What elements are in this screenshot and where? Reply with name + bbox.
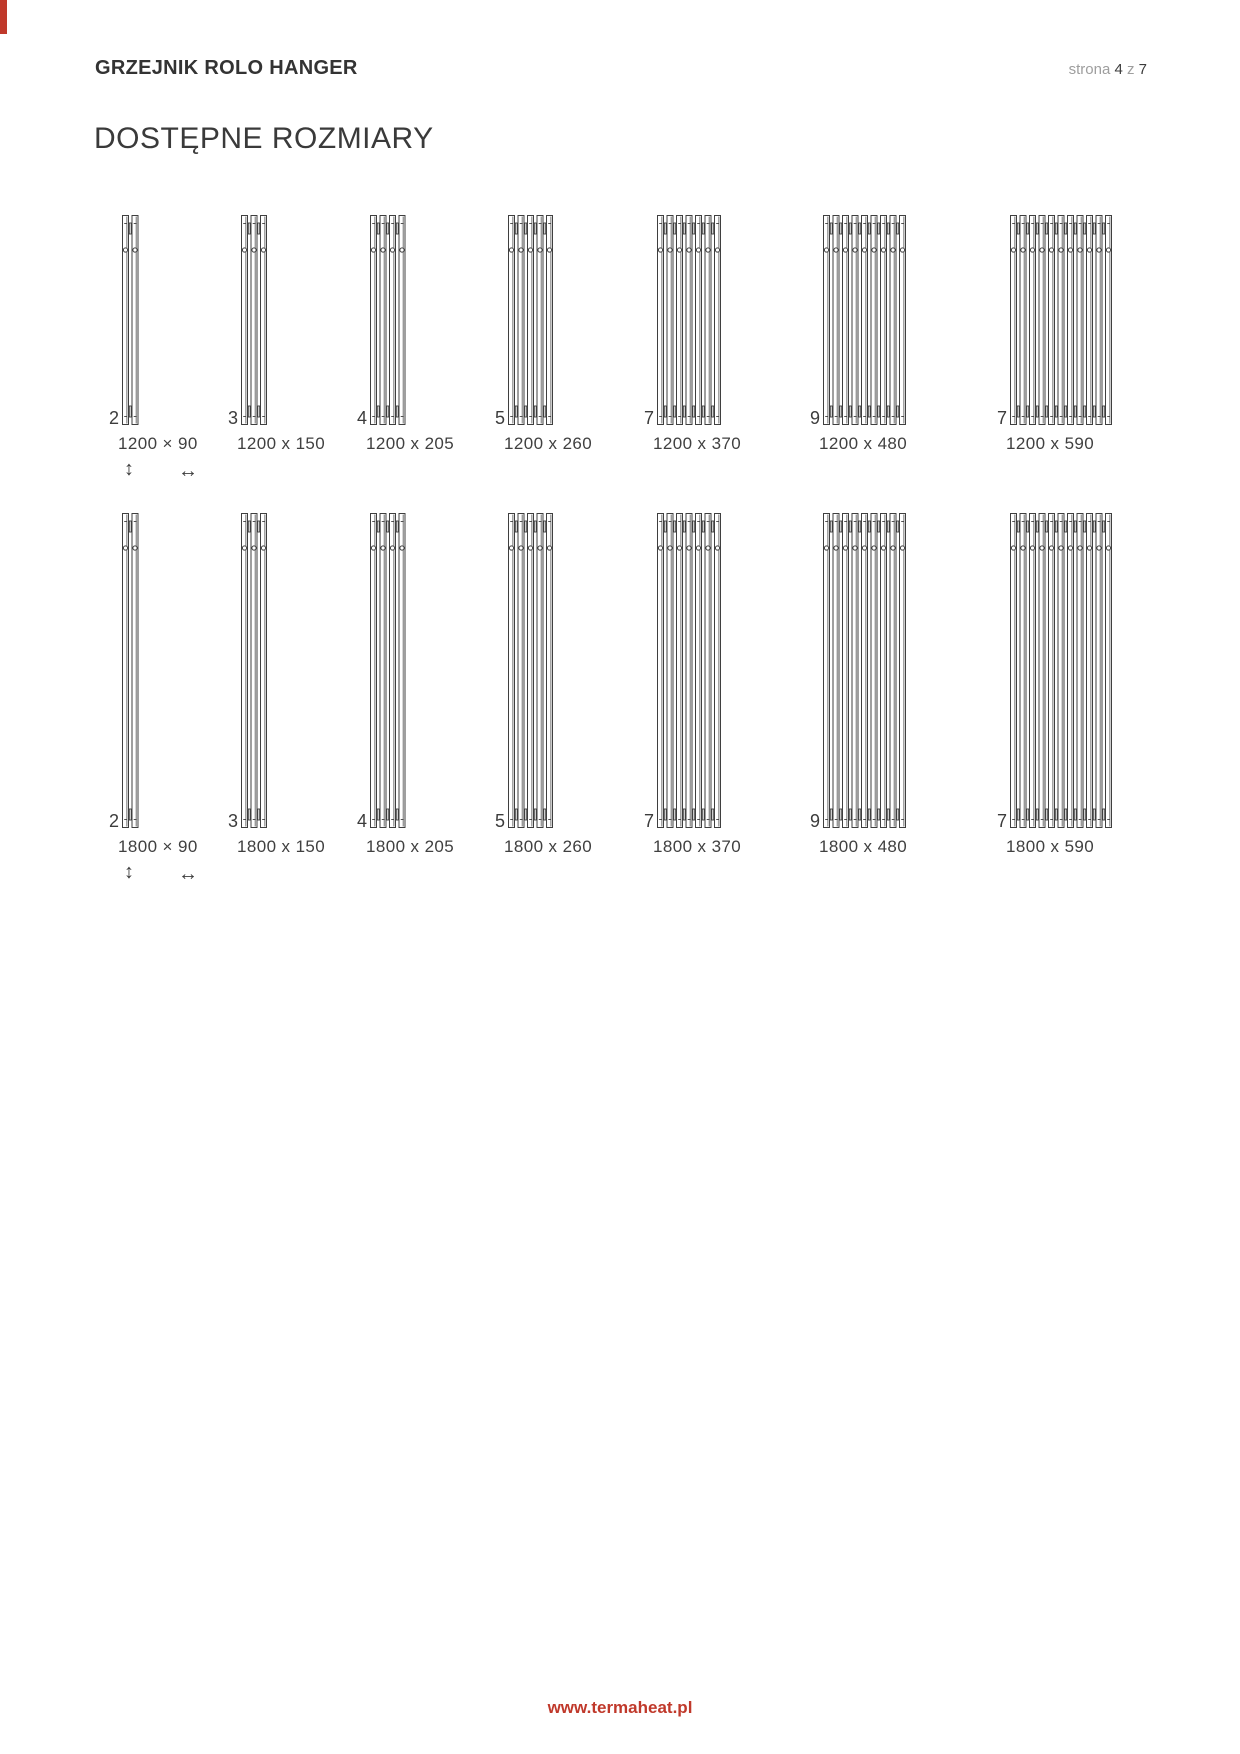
tube-count-label: 3 <box>227 408 238 428</box>
tube-count-label: 2 <box>108 811 119 831</box>
height-arrow-icon: ↕ <box>124 861 134 883</box>
radiator-column-height-1800-1800x590 <box>996 513 1112 856</box>
size-label: 1800 x 150 <box>237 837 326 856</box>
radiator-diagram <box>241 513 267 828</box>
section-title: DOSTĘPNE ROZMIARY <box>94 122 434 155</box>
tube-count-label: 5 <box>494 408 505 428</box>
width-arrow-icon: ↔ <box>178 460 198 482</box>
tube-count-label: 3 <box>227 811 238 831</box>
size-label: 1200 × 90 <box>118 434 198 453</box>
radiator-diagram <box>508 513 553 828</box>
radiator-column-height-1800-1800x260 <box>494 513 593 856</box>
page-footer <box>0 1698 1240 1718</box>
radiator-diagram <box>508 215 553 425</box>
radiator-column-height-1200-1200x150 <box>227 215 326 453</box>
size-label: 1200 x 590 <box>1006 434 1095 453</box>
height-arrow-icon: ↕ <box>124 458 134 480</box>
radiator-diagram <box>823 513 906 828</box>
radiator-diagram <box>823 215 906 425</box>
radiator-column-height-1800-1800x370 <box>643 513 742 856</box>
tube-count-label: 7 <box>643 811 654 831</box>
size-label: 1800 x 480 <box>819 837 908 856</box>
page-corner-mark <box>0 0 7 34</box>
radiator-column-height-1800-1800×90 <box>108 513 198 885</box>
size-label: 1800 x 590 <box>1006 837 1095 856</box>
page-indicator-prefix: strona <box>1068 61 1111 78</box>
size-label: 1800 x 370 <box>653 837 742 856</box>
size-label: 1200 x 370 <box>653 434 742 453</box>
radiator-column-height-1200-1200x480 <box>809 215 908 453</box>
tube-count-label: 2 <box>108 408 119 428</box>
radiator-diagram <box>370 513 406 828</box>
page-indicator-total: 7 <box>1138 61 1147 78</box>
radiator-diagram <box>122 513 139 828</box>
size-label: 1200 x 260 <box>504 434 593 453</box>
tube-count-label: 4 <box>356 408 367 428</box>
size-label: 1800 x 205 <box>366 837 455 856</box>
radiator-diagram <box>657 513 721 828</box>
width-arrow-icon: ↔ <box>178 863 198 885</box>
radiator-column-height-1200-1200x370 <box>643 215 742 453</box>
radiator-diagram <box>370 215 406 425</box>
radiator-diagram <box>657 215 721 425</box>
radiator-column-height-1200-1200x205 <box>356 215 455 453</box>
radiator-diagram <box>1010 513 1112 828</box>
page-indicator-separator: z <box>1126 61 1135 78</box>
radiator-column-height-1200-1200x260 <box>494 215 593 453</box>
size-label: 1200 x 480 <box>819 434 908 453</box>
tube-count-label: 4 <box>356 811 367 831</box>
tube-count-label: 7 <box>996 408 1007 428</box>
radiator-diagram <box>241 215 267 425</box>
radiator-column-height-1800-1800x205 <box>356 513 455 856</box>
page-indicator-current: 4 <box>1114 61 1123 78</box>
tube-count-label: 7 <box>643 408 654 428</box>
radiator-diagram <box>122 215 139 425</box>
size-label: 1200 x 205 <box>366 434 455 453</box>
tube-count-label: 9 <box>809 408 820 428</box>
radiator-column-height-1200-1200×90 <box>108 215 198 482</box>
radiator-column-height-1200-1200x590 <box>996 215 1112 453</box>
tube-count-label: 5 <box>494 811 505 831</box>
tube-count-label: 7 <box>996 811 1007 831</box>
size-label: 1800 x 260 <box>504 837 593 856</box>
document-title: GRZEJNIK ROLO HANGER <box>95 57 358 79</box>
radiator-column-height-1800-1800x480 <box>809 513 908 856</box>
footer-link[interactable]: www.termaheat.pl <box>547 1698 693 1717</box>
size-label: 1200 x 150 <box>237 434 326 453</box>
radiator-column-height-1800-1800x150 <box>227 513 326 856</box>
radiator-diagram <box>1010 215 1112 425</box>
tube-count-label: 9 <box>809 811 820 831</box>
page-indicator <box>1069 61 1147 78</box>
size-label: 1800 × 90 <box>118 837 198 856</box>
